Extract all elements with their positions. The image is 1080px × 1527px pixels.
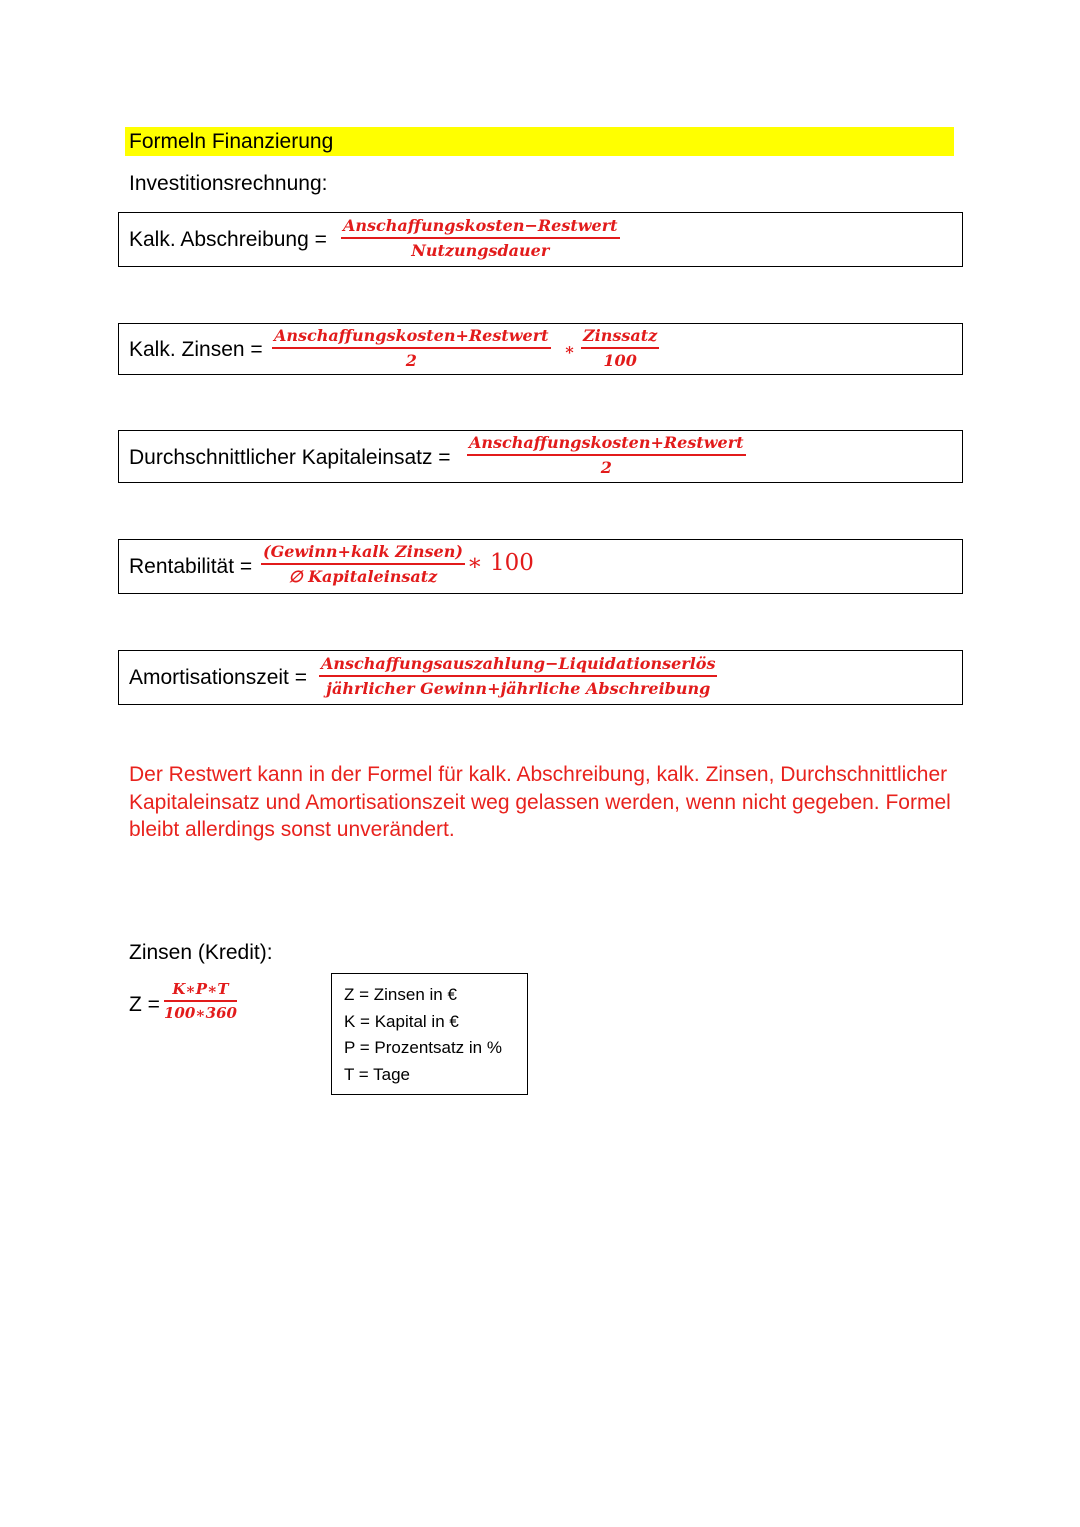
- numerator: Anschaffungsauszahlung−Liquidationserlös: [321, 654, 716, 673]
- formula-label: Kalk. Abschreibung =: [129, 228, 327, 251]
- formula-box-amortisation: [118, 650, 963, 705]
- numerator: Zinssatz: [583, 326, 658, 345]
- legend-item: K = Kapital in €: [344, 1011, 459, 1031]
- numerator: (Gewinn+kalk Zinsen): [263, 542, 463, 561]
- section-heading-investment: Investitionsrechnung:: [129, 172, 328, 195]
- variable-legend: [331, 973, 528, 1095]
- numerator: Anschaffungskosten+Restwert: [469, 433, 744, 452]
- legend-item: P = Prozentsatz in %: [344, 1038, 502, 1057]
- times-100: ∗ 100: [467, 550, 534, 576]
- formula-box-zinsen: [118, 323, 963, 375]
- page-title: Formeln Finanzierung: [129, 130, 334, 153]
- denominator: ∅ Kapitaleinsatz: [288, 567, 438, 586]
- fraction: [261, 542, 465, 586]
- fraction-2: [581, 326, 659, 370]
- section-heading-credit: Zinsen (Kredit):: [129, 941, 273, 964]
- denominator: 100: [603, 351, 637, 370]
- legend-item: Z = Zinsen in €: [344, 985, 457, 1004]
- denominator: 100∗360: [164, 1004, 237, 1022]
- denominator: Nutzungsdauer: [411, 241, 550, 260]
- credit-formula-label: Z =: [129, 993, 160, 1016]
- formula-box-abschreibung: [118, 212, 963, 267]
- denominator: 2: [405, 351, 417, 370]
- denominator: jährlicher Gewinn+jährliche Abschreibung: [326, 679, 711, 698]
- numerator: Anschaffungskosten−Restwert: [343, 216, 618, 235]
- formula-box-kapitaleinsatz: [118, 430, 963, 483]
- numerator: Anschaffungskosten+Restwert: [274, 326, 549, 345]
- fraction: [341, 216, 620, 260]
- numerator: K∗P∗T: [172, 980, 229, 998]
- formula-label: Amortisationszeit =: [129, 666, 307, 689]
- formula-label: Durchschnittlicher Kapitaleinsatz =: [129, 446, 451, 469]
- multiply-operator: ∗: [564, 340, 576, 359]
- fraction: [467, 433, 746, 477]
- credit-fraction: [164, 980, 237, 1022]
- denominator: 2: [600, 458, 612, 477]
- restwert-note: Der Restwert kann in der Formel für kalk. Abschreibung, kalk. Zinsen, Durchschnittlicher Kapitaleinsatz und Amortisationszeit weg gelassen werden, wenn nicht gegeben. Formel bleibt allerdings sonst unverändert.: [129, 763, 951, 841]
- fraction: [319, 654, 717, 698]
- formula-label: Rentabilität =: [129, 555, 253, 578]
- fraction: [272, 326, 551, 370]
- legend-item: T = Tage: [344, 1064, 411, 1084]
- formula-box-rentabilitaet: [118, 539, 963, 594]
- formula-label: Kalk. Zinsen =: [129, 338, 263, 361]
